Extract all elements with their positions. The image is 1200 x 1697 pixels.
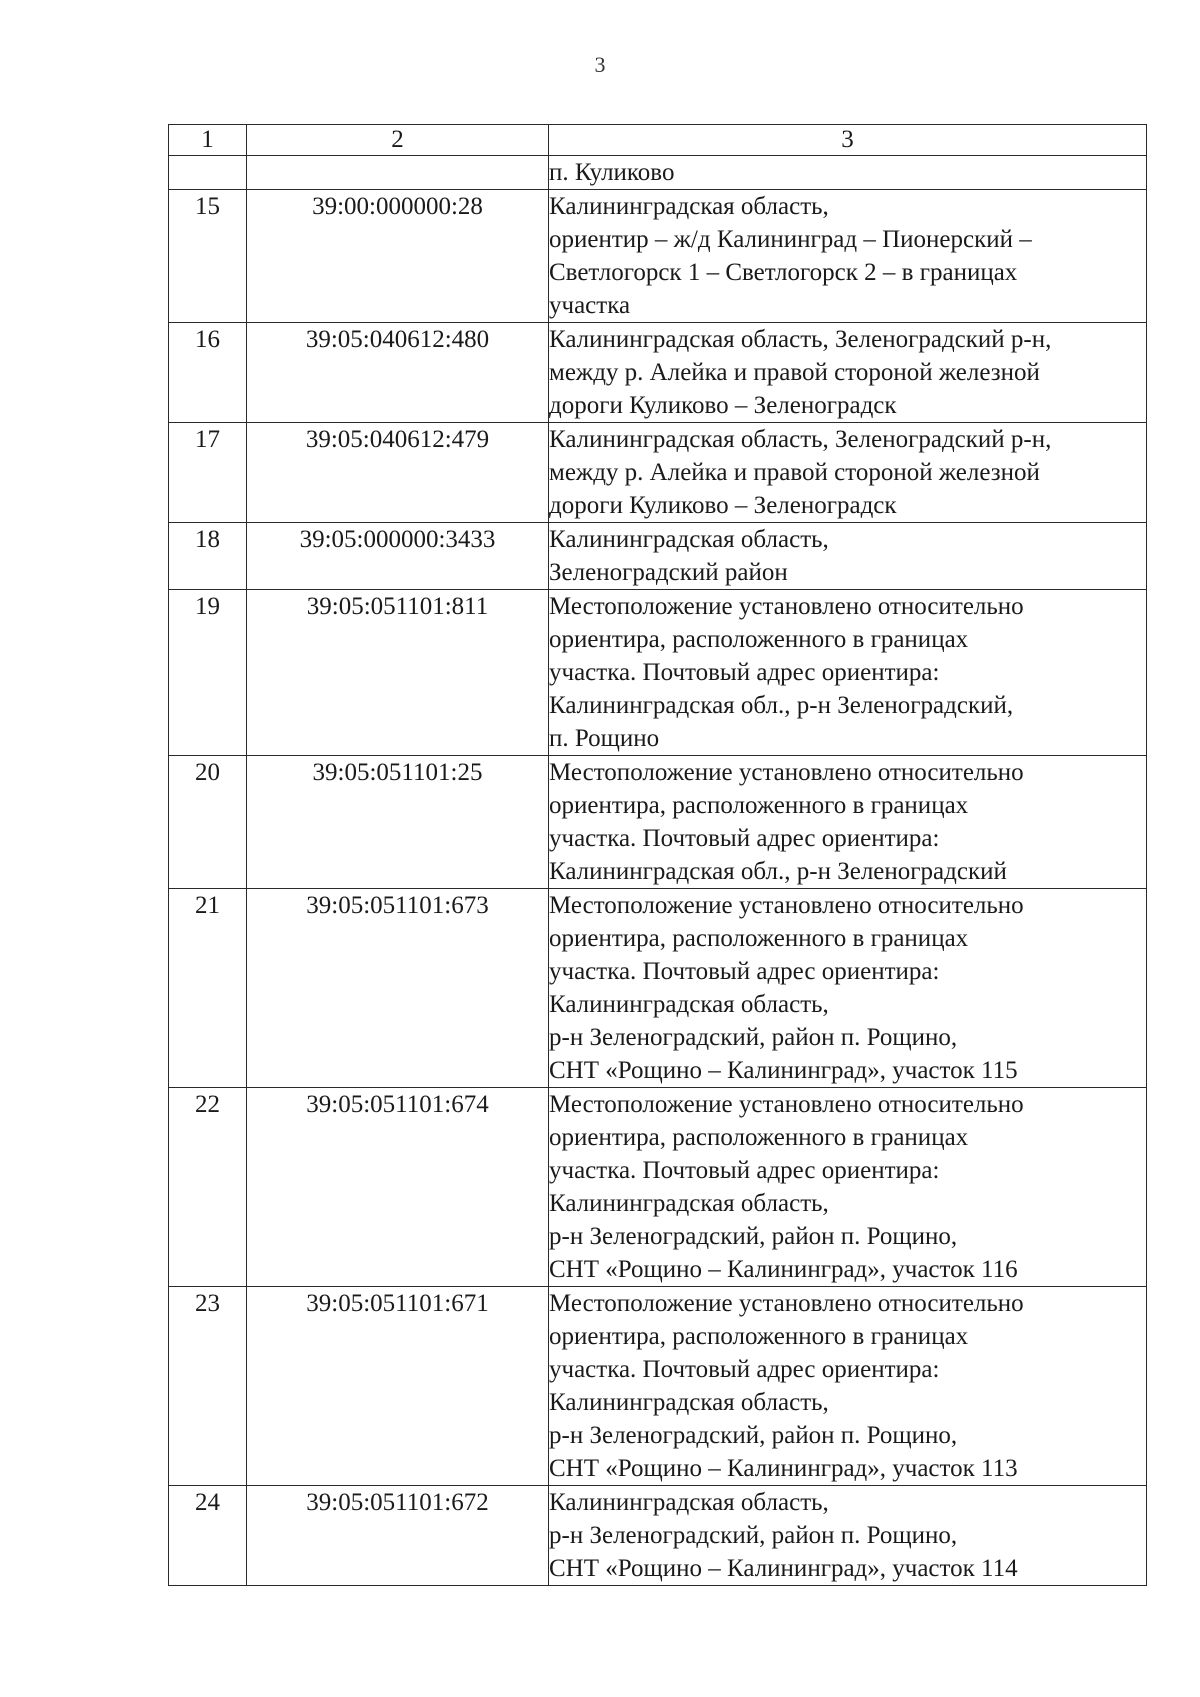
location-line: Калининградская обл., р-н Зеленоградский, bbox=[549, 692, 1014, 719]
location-description bbox=[549, 756, 1147, 889]
cadastral-number bbox=[247, 156, 549, 190]
location-line: п. Куликово bbox=[549, 159, 675, 186]
location-line: р-н Зеленоградский, район п. Рощино, bbox=[549, 1522, 958, 1549]
location-line: Калининградская область, bbox=[549, 1190, 829, 1217]
location-line: Местоположение установлено относительно bbox=[549, 759, 1024, 786]
location-line: ориентира, расположенного в границах bbox=[549, 1124, 969, 1151]
table-header-row bbox=[169, 125, 1147, 156]
row-number: 18 bbox=[169, 523, 247, 590]
page-number: 3 bbox=[594, 52, 606, 77]
location-line: Калининградская область, Зеленоградский р-н, bbox=[549, 326, 1052, 353]
table-row bbox=[169, 756, 1147, 889]
cadastral-number: 39:05:051101:674 bbox=[247, 1088, 549, 1287]
column-header-address: 3 bbox=[549, 125, 1147, 156]
location-line: между р. Алейка и правой стороной железной bbox=[549, 359, 1040, 386]
land-plots-table bbox=[168, 124, 1147, 1586]
location-line: Местоположение установлено относительно bbox=[549, 1091, 1024, 1118]
location-line: Местоположение установлено относительно bbox=[549, 593, 1024, 620]
location-line: ориентира, расположенного в границах bbox=[549, 925, 969, 952]
location-line: участка. Почтовый адрес ориентира: bbox=[549, 1157, 940, 1184]
row-number: 23 bbox=[169, 1287, 247, 1486]
table-row bbox=[169, 156, 1147, 190]
location-description bbox=[549, 323, 1147, 423]
location-line: Калининградская область, bbox=[549, 1389, 829, 1416]
location-line: р-н Зеленоградский, район п. Рощино, bbox=[549, 1024, 958, 1051]
table-row bbox=[169, 889, 1147, 1088]
location-line: дороги Куликово – Зеленоградск bbox=[549, 392, 897, 419]
cadastral-number: 39:05:051101:25 bbox=[247, 756, 549, 889]
cadastral-number: 39:05:040612:480 bbox=[247, 323, 549, 423]
cadastral-number: 39:05:051101:671 bbox=[247, 1287, 549, 1486]
location-description bbox=[549, 523, 1147, 590]
table-row bbox=[169, 1287, 1147, 1486]
location-line: р-н Зеленоградский, район п. Рощино, bbox=[549, 1223, 958, 1250]
table-row bbox=[169, 1088, 1147, 1287]
table-row bbox=[169, 190, 1147, 323]
location-description bbox=[549, 1287, 1147, 1486]
row-number: 15 bbox=[169, 190, 247, 323]
location-line: Калининградская обл., р-н Зеленоградский bbox=[549, 858, 1007, 885]
cadastral-number: 39:05:051101:672 bbox=[247, 1486, 549, 1586]
cadastral-number: 39:05:040612:479 bbox=[247, 423, 549, 523]
cadastral-number: 39:05:051101:673 bbox=[247, 889, 549, 1088]
cadastral-number: 39:05:000000:3433 bbox=[247, 523, 549, 590]
table-row bbox=[169, 523, 1147, 590]
location-line: между р. Алейка и правой стороной железной bbox=[549, 459, 1040, 486]
row-number: 20 bbox=[169, 756, 247, 889]
row-number: 17 bbox=[169, 423, 247, 523]
location-line: Зеленоградский район bbox=[549, 559, 788, 586]
row-number: 21 bbox=[169, 889, 247, 1088]
location-description bbox=[549, 156, 1147, 190]
location-line: СНТ «Рощино – Калининград», участок 115 bbox=[549, 1057, 1018, 1084]
row-number: 19 bbox=[169, 590, 247, 756]
location-line: Калининградская область, bbox=[549, 193, 829, 220]
location-line: Местоположение установлено относительно bbox=[549, 892, 1024, 919]
location-line: участка. Почтовый адрес ориентира: bbox=[549, 958, 940, 985]
location-line: ориентир – ж/д Калининград – Пионерский – bbox=[549, 226, 1032, 253]
table-row bbox=[169, 423, 1147, 523]
column-header-cadastral: 2 bbox=[247, 125, 549, 156]
location-line: дороги Куликово – Зеленоградск bbox=[549, 492, 897, 519]
row-number: 22 bbox=[169, 1088, 247, 1287]
location-description bbox=[549, 1486, 1147, 1586]
column-header-number: 1 bbox=[169, 125, 247, 156]
location-line: Светлогорск 1 – Светлогорск 2 – в границах bbox=[549, 259, 1018, 286]
location-line: р-н Зеленоградский, район п. Рощино, bbox=[549, 1422, 958, 1449]
location-line: п. Рощино bbox=[549, 725, 660, 752]
location-description bbox=[549, 889, 1147, 1088]
location-line: участка. Почтовый адрес ориентира: bbox=[549, 659, 940, 686]
location-line: Калининградская область, bbox=[549, 1489, 829, 1516]
cadastral-number: 39:05:051101:811 bbox=[247, 590, 549, 756]
location-line: ориентира, расположенного в границах bbox=[549, 626, 969, 653]
location-description bbox=[549, 590, 1147, 756]
location-line: Местоположение установлено относительно bbox=[549, 1290, 1024, 1317]
location-line: Калининградская область, bbox=[549, 991, 829, 1018]
location-line: участка. Почтовый адрес ориентира: bbox=[549, 825, 940, 852]
row-number: 24 bbox=[169, 1486, 247, 1586]
location-description bbox=[549, 1088, 1147, 1287]
table-row bbox=[169, 1486, 1147, 1586]
location-line: ориентира, расположенного в границах bbox=[549, 792, 969, 819]
location-line: СНТ «Рощино – Калининград», участок 116 bbox=[549, 1256, 1018, 1283]
location-description bbox=[549, 190, 1147, 323]
row-number bbox=[169, 156, 247, 190]
location-line: участка bbox=[549, 292, 631, 319]
table-body bbox=[169, 156, 1147, 1586]
location-line: ориентира, расположенного в границах bbox=[549, 1323, 969, 1350]
table-row bbox=[169, 323, 1147, 423]
location-line: Калининградская область, Зеленоградский р-н, bbox=[549, 426, 1052, 453]
location-description bbox=[549, 423, 1147, 523]
location-line: СНТ «Рощино – Калининград», участок 114 bbox=[549, 1555, 1018, 1582]
location-line: участка. Почтовый адрес ориентира: bbox=[549, 1356, 940, 1383]
row-number: 16 bbox=[169, 323, 247, 423]
table-row bbox=[169, 590, 1147, 756]
cadastral-number: 39:00:000000:28 bbox=[247, 190, 549, 323]
location-line: СНТ «Рощино – Калининград», участок 113 bbox=[549, 1455, 1018, 1482]
location-line: Калининградская область, bbox=[549, 526, 829, 553]
